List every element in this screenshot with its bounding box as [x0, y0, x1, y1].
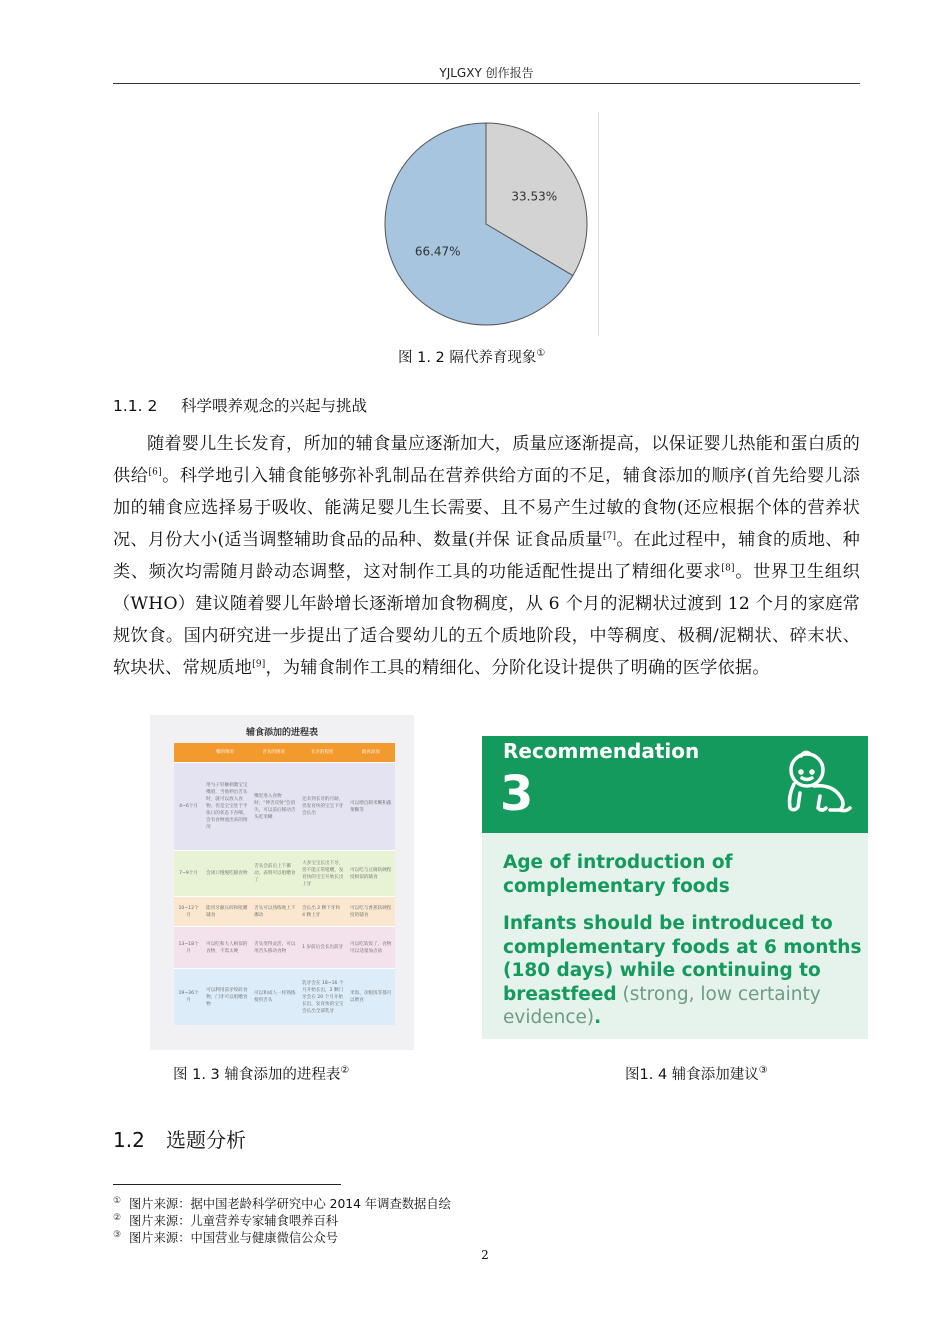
table-cell: 舌头变得灵活，可以用舌头移动食物 — [254, 941, 296, 954]
footnote-ref-3: ③ — [758, 1065, 768, 1077]
citation-9: [9] — [252, 659, 266, 670]
figure-1-2-caption: 图 1. 2 隔代养育现象① — [398, 348, 546, 366]
footnote-ref-1: ① — [536, 348, 546, 360]
body-paragraph: 随着婴儿生长发育，所加的辅食量应逐渐加大，质量应逐渐提高，以保证婴儿热能和蛋白质的供给[6]。科学地引入辅食能够弥补乳制品在营养供给方面的不足，辅食添加的顺序(首先给婴儿添加的辅食应选择易于吸收、能满足婴儿生长需要、且不易产生过敏的食物(还应根据个体的营养状况、月份大小(适当调整辅助食品的品种、数量(并保 证食品质量[7]。在此过程中，辅食的质地、种类、频次均需随月龄动态调整，这对制作工具的功能适配性提出了精细化要求[8]。世界卫生组织（WHO）建议随着婴儿年龄增长逐渐增加食物稠度，从 6 个月的泥糊状过渡到 12 个月的家庭常规饮食。国内研究进一步提出了适合婴幼儿的五个质地阶段，中等稠度、极稠/泥糊状、碎末状、软块状、常规质地[9]，为辅食制作工具的精细化、分阶化设计提供了明确的医学依据。 — [113, 434, 861, 678]
pie-chart-figure — [373, 112, 599, 336]
citation-7: [7] — [602, 531, 617, 542]
table-header-cell: 舌头的情况 — [262, 750, 285, 755]
section-title: 科学喂养观念的兴起与挑战 — [181, 397, 368, 415]
table-cell: 能用牙龈压碎和咀嚼辅食 — [206, 905, 248, 918]
feeding-progress-table-image — [150, 715, 414, 1050]
footnote-2: ② 图片来源：儿童营养专家辅食喂养百科 — [113, 1212, 339, 1228]
table-cell: 嘴里进入食物时，"伸舌反射"会消失，可以前后移动舌头吃米糊 — [254, 793, 296, 820]
footnote-3: ③ 图片来源：中国营业与健康微信公众号 — [113, 1229, 339, 1245]
recommendation-subtitle: Age of introduction of complementary foods — [503, 852, 733, 897]
table-row — [174, 968, 395, 1025]
table-cell: 会闭口慢慢吃辅食物 — [206, 871, 248, 876]
footnote-1: ① 图片来源：据中国老龄科学研究中心 2014 年调查数据自绘 — [113, 1195, 451, 1211]
table-cell: 会长出 2 颗下牙和 4 颗上牙 — [302, 905, 341, 918]
footnotes — [113, 1196, 451, 1247]
table-cell: 可以和成人一样熟练使用舌头 — [254, 991, 296, 1003]
table-cell: 可以吃与香蕉软硬程度的辅食 — [350, 905, 392, 918]
citation-8: [8] — [721, 563, 735, 574]
table-header-cell: 辅食添加 — [361, 750, 380, 755]
footnote-divider — [113, 1184, 341, 1185]
recommendation-banner — [482, 736, 868, 833]
table-cell: 舌头可以熟练地上下挪动 — [254, 905, 296, 918]
recommendation-label: Recommendation — [503, 739, 700, 763]
page-header: YJLGXY 创作报告 — [113, 64, 860, 84]
table-cell: 乳牙会在 18~16 个月开始长出，2 颗门牙会在 20 个月开始长出，发育快的宝宝会长出全部乳牙 — [302, 980, 344, 1014]
table-cell: 7~9个月 — [179, 871, 198, 876]
pie-chart — [373, 112, 599, 336]
table-cell: 可以喂自制米糊和蔬菜糊等 — [350, 800, 392, 813]
recommendation-number: 3 — [500, 766, 534, 822]
table-header-cell — [174, 743, 201, 762]
footnote-ref-2: ② — [340, 1065, 350, 1077]
section-heading-1-1-2 — [113, 394, 367, 416]
section-title: 选题分析 — [166, 1128, 246, 1152]
table-cell: 10~12个月 — [178, 905, 199, 918]
table-cell: 可以吃和大人相似的食物，不需太硬 — [206, 941, 248, 954]
section-heading-1-2 — [113, 1124, 246, 1153]
table-cell: 舌头会前后上下挪动，表明可以咀嚼食了 — [254, 864, 296, 883]
table-cell: 可以吃与豆腐软硬程度相似的辅食 — [350, 867, 392, 880]
table-cell: 可以利用前牙咬碎食物，门牙可以咀嚼食物 — [206, 987, 248, 1007]
section-number: 1.1. 2 — [113, 397, 158, 415]
citation-6: [6] — [148, 467, 162, 478]
table-header-cell: 长牙的程度 — [310, 750, 334, 755]
feeding-progress-table — [174, 743, 395, 1025]
table-cell: 米饭、杂粮饭等都可以喂食 — [350, 991, 392, 1003]
section-number: 1.2 — [113, 1128, 145, 1152]
pie-label-1: 66.47% — [414, 244, 461, 259]
table-row — [174, 896, 395, 926]
table-cell: 13~18个月 — [178, 941, 199, 954]
pie-label-0: 33.53% — [511, 189, 558, 204]
table-cell: 19~36个月 — [178, 991, 199, 1003]
table-cell: 大多宝宝长出下牙，但不能正常咀嚼，发育快的宝宝开始长出上牙 — [302, 860, 344, 887]
table-header-row — [174, 743, 395, 762]
table-title: 辅食添加的进程表 — [245, 728, 318, 738]
page-number: 2 — [481, 1248, 489, 1262]
recommendation-card-image — [482, 736, 868, 1039]
table-row — [174, 926, 395, 968]
figure-1-3-caption: 图 1. 3 辅食添加的进程表② — [173, 1065, 350, 1083]
table-cell: 还未到长牙的月龄，但发育快的宝宝下牙会长出 — [302, 797, 344, 816]
table-cell: 可以吃软饭了，食物可以适量加点盐 — [350, 941, 392, 954]
figure-1-4-caption: 图1. 4 辅食添加建议③ — [625, 1065, 768, 1083]
table-row — [174, 850, 395, 896]
table-cell: 1 岁前后会长出前牙 — [302, 945, 344, 950]
table-cell: 4~6个月 — [179, 804, 198, 809]
table-header-cell: 嘴的情况 — [216, 750, 234, 755]
recommendation-body: Infants should be introduced to complementary foods at 6 months (180 days) while continuing to breastfeed (strong, low certainty evidence). — [503, 913, 862, 1028]
table-row — [174, 762, 395, 850]
crawling-baby-icon — [780, 748, 860, 822]
table-cell: 用勺子轻触刺激宝宝嘴唇，当他伸出舌头时，就可以放入食物。但是宝宝处于半张口的状态下吞咽，会有食物流出来的情况 — [206, 783, 248, 830]
